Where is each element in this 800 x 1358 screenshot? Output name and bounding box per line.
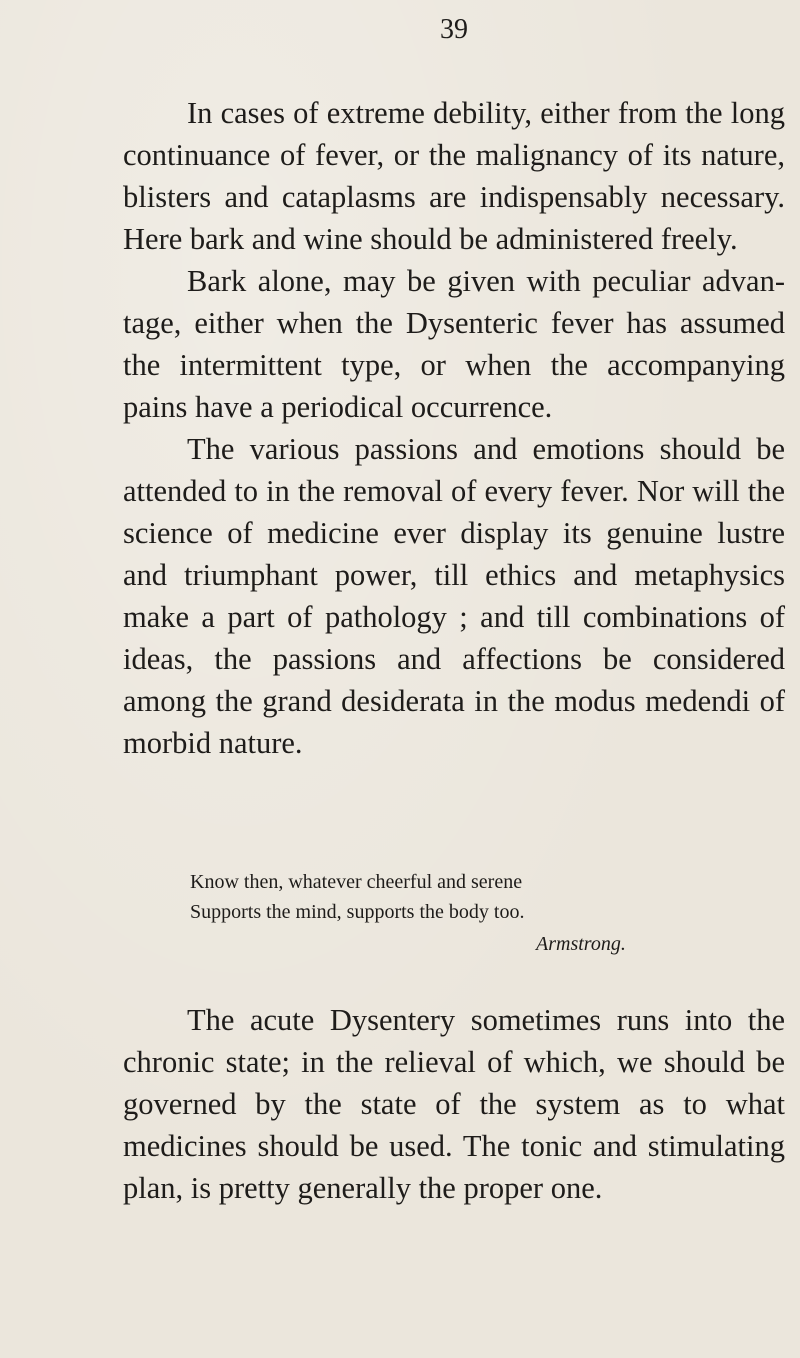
page-number: 39 [440, 14, 468, 45]
paragraph-chronic: The acute Dysentery sometimes runs into the chronic state; in the relieval of which, we should be governed by the state of the system as to what medicines should be used. The tonic and stimulating plan, is pretty generally the proper one. [123, 1003, 785, 1205]
quote-line-2: Supports the mind, supports the body too. [190, 901, 525, 923]
paragraph-passions: The various passions and emotions should be attended to in the removal of every fever. Nor will the science of medicine ever display its genuine lustre and triumphant power, till ethics and metaphysics make a part of pathology ; and till combinations of ideas, the passions and affections be considered among the grand desiderata in the modus medendi of morbid nature. [123, 432, 785, 760]
paragraph-bark: Bark alone, may be given with peculiar advantage, either when the Dysenteric fever has assumed the intermittent type, or when the accompanying pains have a periodical occurrence. [123, 264, 785, 424]
body-text-upper [123, 92, 785, 764]
quote-attribution: Armstrong. [536, 933, 626, 955]
body-text-lower [123, 999, 785, 1209]
paragraph-debility: In cases of extreme debility, either from the long continuance of fever, or the malignancy of its nature, blisters and cataplasms are indispensably necessary. Here bark and wine should be administered freely. [123, 96, 785, 256]
quote-line-1: Know then, whatever cheerful and serene [190, 871, 523, 893]
